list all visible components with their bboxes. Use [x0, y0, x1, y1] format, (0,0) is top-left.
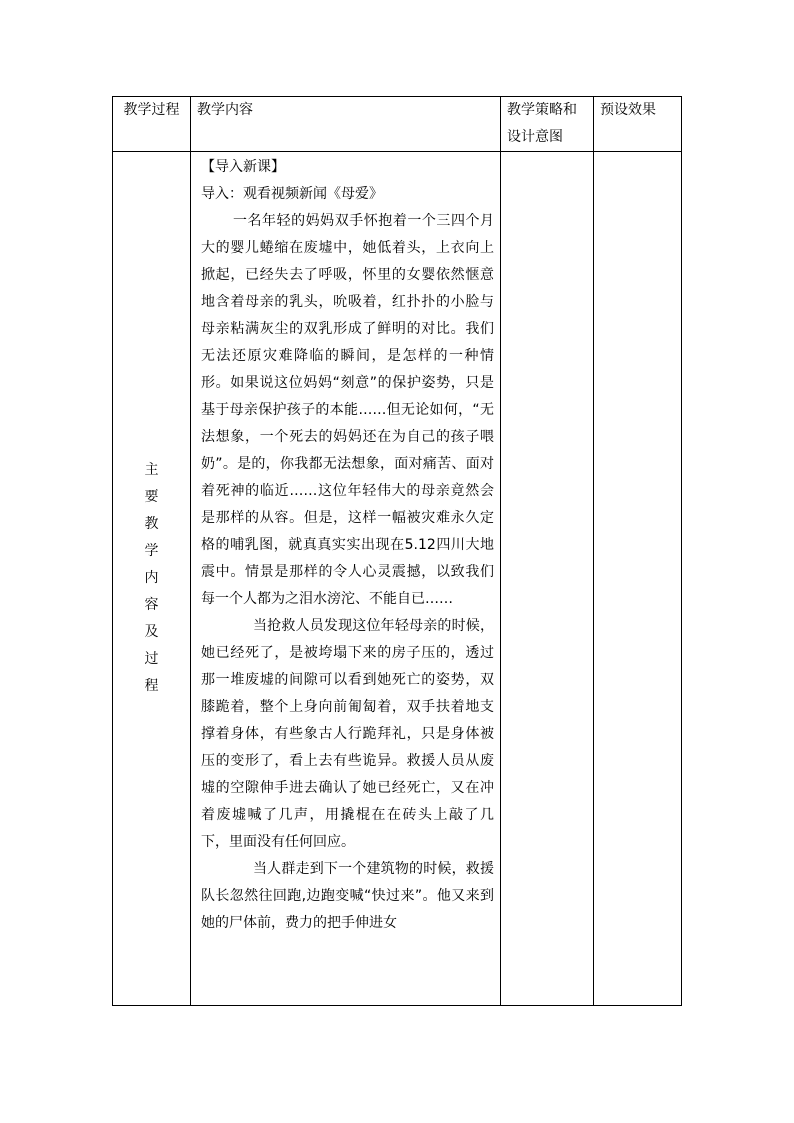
- row-label-main-process: [113, 152, 191, 1006]
- section-title: 【导入新课】: [201, 159, 285, 175]
- paragraph-1: 一名年轻的妈妈双手怀抱着一个三四个月大的婴儿蜷缩在废墟中，她低着头，上衣向上掀起，已经失去了呼吸，怀里的女婴依然惬意地含着母亲的乳头，吮吸着，红扑扑的小脸与母亲粘满灰尘的双乳形成了鲜明的对比。我们无法还原灾难降临的瞬间，是怎样的一种情形。如果说这位妈妈“刻意”的保护姿势，只是基于母亲保护孩子的本能……但无论如何，“无法想象，一个死去的妈妈还在为自己的孩子喂奶”。是的，你我都无法想象，面对痛苦、面对着死神的临近……这位年轻伟大的母亲竟然会是那样的从容。但是，这样一幅被灾难永久定格的哺乳图，就真真实实出现在5.12四川大地震中。情景是那样的令人心灵震撼，以致我们每一个人都为之泪水滂沱、不能自已……: [201, 213, 494, 607]
- row-label-char: 内: [144, 570, 159, 586]
- row-label-char: 容: [144, 597, 159, 613]
- row-label-char: 学: [144, 543, 159, 559]
- intro-line: 导入：观看视频新闻《母爱》: [201, 186, 383, 202]
- row-label-char: 主: [144, 462, 159, 478]
- paragraph-3: 当人群走到下一个建筑物的时候，救援队长忽然往回跑,边跑变喊“快过来”。他又来到她的尸体前，费力的把手伸进女: [201, 861, 494, 931]
- header-content-label: 教学内容: [197, 102, 253, 118]
- paragraph-2: 当抢救人员发现这位年轻母亲的时候，她已经死了，是被垮塌下来的房子压的，透过那一堆废墟的间隙可以看到她死亡的姿势，双膝跪着，整个上身向前匍匐着，双手扶着地支撑着身体，有些象古人行跪拜礼，只是身体被压的变形了，看上去有些诡异。救援人员从废墟的空隙伸手进去确认了她已经死亡，又在冲着废墟喊了几声，用撬棍在在砖头上敲了几下，里面没有任何回应。: [201, 618, 494, 850]
- row-label-char: 程: [144, 678, 159, 694]
- row-label-char: 过: [144, 651, 159, 667]
- header-process: [113, 97, 191, 152]
- header-process-label: 教学过程: [123, 102, 180, 118]
- row-label-char: 要: [144, 489, 159, 505]
- effect-cell: [594, 152, 682, 1006]
- content-cell: [191, 152, 501, 1006]
- header-row: [113, 97, 682, 152]
- header-strategy: [501, 97, 594, 152]
- header-content: [191, 97, 501, 152]
- header-effect: [594, 97, 682, 152]
- header-effect-label: 预设效果: [600, 102, 656, 118]
- row-label-char: 及: [144, 624, 159, 640]
- row-label-char: 教: [144, 516, 159, 532]
- lesson-plan-table: [112, 96, 682, 1006]
- strategy-cell: [501, 152, 594, 1006]
- main-row: [113, 152, 682, 1006]
- header-strategy-label: 教学策略和设计意图: [507, 102, 577, 145]
